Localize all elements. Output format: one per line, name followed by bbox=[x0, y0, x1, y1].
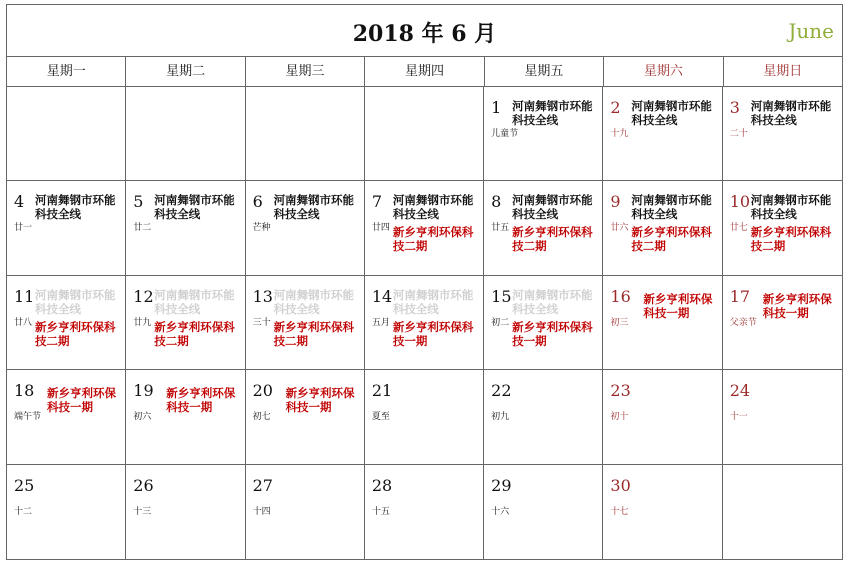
event-label: 新乡亨利环保科技二期 bbox=[512, 225, 593, 254]
event-label: 河南舞钢市环能科技全线 bbox=[392, 193, 474, 222]
weekday-sat: 星期六 bbox=[604, 57, 723, 86]
day-cell bbox=[126, 370, 245, 464]
day-number: 29 bbox=[491, 475, 512, 495]
event-label: 河南舞钢市环能科技全线 bbox=[750, 99, 832, 127]
lunar-date: 二十 bbox=[729, 129, 748, 139]
event-label: 河南舞钢市环能科技全线 bbox=[154, 287, 235, 316]
day-cell bbox=[484, 87, 603, 181]
day-cell bbox=[603, 181, 722, 275]
lunar-date: 初十 bbox=[610, 412, 629, 423]
day-cell bbox=[246, 276, 365, 370]
event-label: 新乡亨利环保科技二期 bbox=[154, 319, 235, 348]
event-label: 河南舞钢市环能科技全线 bbox=[631, 193, 712, 222]
lunar-date: 初六 bbox=[133, 412, 152, 423]
lunar-date: 十三 bbox=[133, 506, 152, 517]
day-number: 30 bbox=[610, 475, 631, 495]
day-cell bbox=[7, 181, 126, 275]
calendar-title: 2018 年 6 月 bbox=[352, 21, 497, 47]
day-number: 15 bbox=[491, 286, 512, 306]
day-number: 4 bbox=[14, 192, 25, 212]
weekday-fri: 星期五 bbox=[485, 57, 604, 86]
day-cell bbox=[365, 181, 484, 275]
lunar-date: 端午节 bbox=[14, 412, 42, 423]
day-cell bbox=[7, 465, 126, 559]
day-number: 14 bbox=[371, 286, 393, 306]
lunar-date: 五月 bbox=[371, 317, 390, 328]
day-cell bbox=[723, 87, 842, 181]
day-number: 18 bbox=[14, 381, 35, 401]
lunar-date: 十四 bbox=[252, 506, 271, 517]
day-cell bbox=[484, 465, 603, 559]
empty-cell bbox=[723, 465, 842, 559]
day-cell bbox=[603, 465, 722, 559]
day-cell bbox=[723, 370, 842, 464]
day-cell bbox=[126, 465, 245, 559]
day-number: 19 bbox=[133, 381, 154, 401]
event-label: 新乡亨利环保科技一期 bbox=[285, 386, 355, 415]
lunar-date: 初二 bbox=[491, 317, 510, 328]
day-number: 13 bbox=[252, 286, 273, 306]
day-number: 12 bbox=[133, 286, 154, 306]
lunar-date: 初七 bbox=[252, 412, 271, 423]
lunar-date: 十一 bbox=[729, 412, 748, 423]
day-cell bbox=[484, 181, 603, 275]
month-label: June bbox=[788, 19, 834, 43]
day-cell bbox=[365, 370, 484, 464]
lunar-date: 夏至 bbox=[371, 412, 390, 423]
lunar-date: 芒种 bbox=[252, 223, 271, 234]
calendar-sheet bbox=[6, 4, 843, 560]
lunar-date: 廿九 bbox=[133, 317, 152, 328]
day-number: 20 bbox=[252, 381, 273, 401]
event-label: 河南舞钢市环能科技全线 bbox=[35, 193, 116, 222]
day-cell bbox=[365, 465, 484, 559]
event-label: 河南舞钢市环能科技全线 bbox=[750, 193, 832, 222]
lunar-date: 廿七 bbox=[729, 223, 748, 234]
event-label: 河南舞钢市环能科技全线 bbox=[512, 287, 593, 316]
day-number: 1 bbox=[491, 98, 502, 117]
day-cell bbox=[246, 370, 365, 464]
lunar-date: 廿五 bbox=[491, 223, 510, 234]
day-cell bbox=[246, 181, 365, 275]
event-label: 新乡亨利环保科技一期 bbox=[166, 386, 236, 415]
event-label: 新乡亨利环保科技二期 bbox=[273, 319, 355, 348]
weekday-sun: 星期日 bbox=[763, 64, 803, 79]
day-number: 10 bbox=[729, 192, 751, 212]
lunar-date: 十七 bbox=[610, 506, 629, 517]
empty-cell bbox=[365, 87, 484, 181]
day-number: 28 bbox=[371, 475, 393, 495]
event-label: 河南舞钢市环能科技全线 bbox=[392, 287, 474, 316]
day-number: 27 bbox=[252, 475, 273, 495]
day-cell bbox=[484, 276, 603, 370]
event-label: 河南舞钢市环能科技全线 bbox=[631, 99, 712, 127]
day-cell bbox=[723, 276, 842, 370]
calendar-grid bbox=[7, 87, 842, 559]
day-cell bbox=[723, 181, 842, 275]
day-number: 8 bbox=[491, 192, 502, 212]
lunar-date: 初九 bbox=[491, 412, 510, 423]
weekday-thu: 星期四 bbox=[365, 57, 484, 86]
day-cell bbox=[126, 181, 245, 275]
event-label: 新乡亨利环保科技二期 bbox=[750, 225, 832, 254]
event-label: 河南舞钢市环能科技全线 bbox=[273, 193, 355, 222]
day-cell bbox=[365, 276, 484, 370]
calendar-header bbox=[7, 5, 842, 57]
event-label: 河南舞钢市环能科技全线 bbox=[35, 287, 116, 316]
lunar-date: 初三 bbox=[610, 317, 629, 328]
event-label: 新乡亨利环保科技二期 bbox=[35, 319, 116, 348]
empty-cell bbox=[7, 87, 126, 181]
lunar-date: 廿六 bbox=[610, 223, 629, 234]
day-cell bbox=[126, 276, 245, 370]
lunar-date: 十二 bbox=[14, 506, 33, 517]
event-label: 新乡亨利环保科技一期 bbox=[47, 386, 116, 415]
day-number: 2 bbox=[610, 98, 621, 117]
lunar-date: 十六 bbox=[491, 506, 510, 517]
day-number: 7 bbox=[371, 192, 383, 212]
weekday-header-row bbox=[7, 57, 842, 87]
lunar-date: 廿八 bbox=[14, 317, 33, 328]
day-cell bbox=[246, 465, 365, 559]
day-number: 22 bbox=[491, 381, 512, 401]
event-label: 新乡亨利环保科技一期 bbox=[762, 291, 832, 320]
empty-cell bbox=[126, 87, 245, 181]
day-number: 24 bbox=[729, 381, 751, 401]
day-number: 16 bbox=[610, 286, 631, 306]
day-number: 21 bbox=[371, 381, 393, 401]
day-number: 9 bbox=[610, 192, 621, 212]
day-cell bbox=[603, 276, 722, 370]
lunar-date: 儿童节 bbox=[491, 129, 519, 139]
weekday-wed: 星期三 bbox=[246, 57, 365, 86]
lunar-date: 廿四 bbox=[371, 223, 390, 234]
empty-cell bbox=[246, 87, 365, 181]
day-number: 25 bbox=[14, 475, 35, 495]
lunar-date: 父亲节 bbox=[729, 317, 757, 328]
day-cell bbox=[603, 87, 722, 181]
day-cell bbox=[7, 276, 126, 370]
day-number: 3 bbox=[729, 98, 740, 117]
event-label: 河南舞钢市环能科技全线 bbox=[273, 287, 355, 316]
event-label: 新乡亨利环保科技一期 bbox=[643, 291, 713, 320]
weekday-tue: 星期二 bbox=[126, 57, 245, 86]
event-label: 新乡亨利环保科技一期 bbox=[392, 319, 474, 348]
lunar-date: 十九 bbox=[610, 129, 629, 139]
event-label: 新乡亨利环保科技二期 bbox=[631, 225, 712, 254]
event-label: 河南舞钢市环能科技全线 bbox=[512, 193, 593, 222]
lunar-date: 廿一 bbox=[14, 223, 33, 234]
day-cell bbox=[484, 370, 603, 464]
event-label: 河南舞钢市环能科技全线 bbox=[512, 99, 593, 127]
day-number: 23 bbox=[610, 381, 631, 401]
event-label: 新乡亨利环保科技一期 bbox=[512, 319, 593, 348]
day-number: 6 bbox=[252, 192, 263, 212]
day-number: 17 bbox=[729, 286, 751, 306]
weekday-mon: 星期一 bbox=[7, 57, 126, 86]
lunar-date: 十五 bbox=[371, 506, 390, 517]
day-number: 5 bbox=[133, 192, 144, 212]
day-cell bbox=[7, 370, 126, 464]
lunar-date: 三十 bbox=[252, 317, 271, 328]
day-cell bbox=[603, 370, 722, 464]
day-number: 11 bbox=[14, 286, 35, 306]
event-label: 新乡亨利环保科技二期 bbox=[392, 225, 474, 254]
event-label: 河南舞钢市环能科技全线 bbox=[154, 193, 235, 222]
lunar-date: 廿二 bbox=[133, 223, 152, 234]
day-number: 26 bbox=[133, 475, 154, 495]
